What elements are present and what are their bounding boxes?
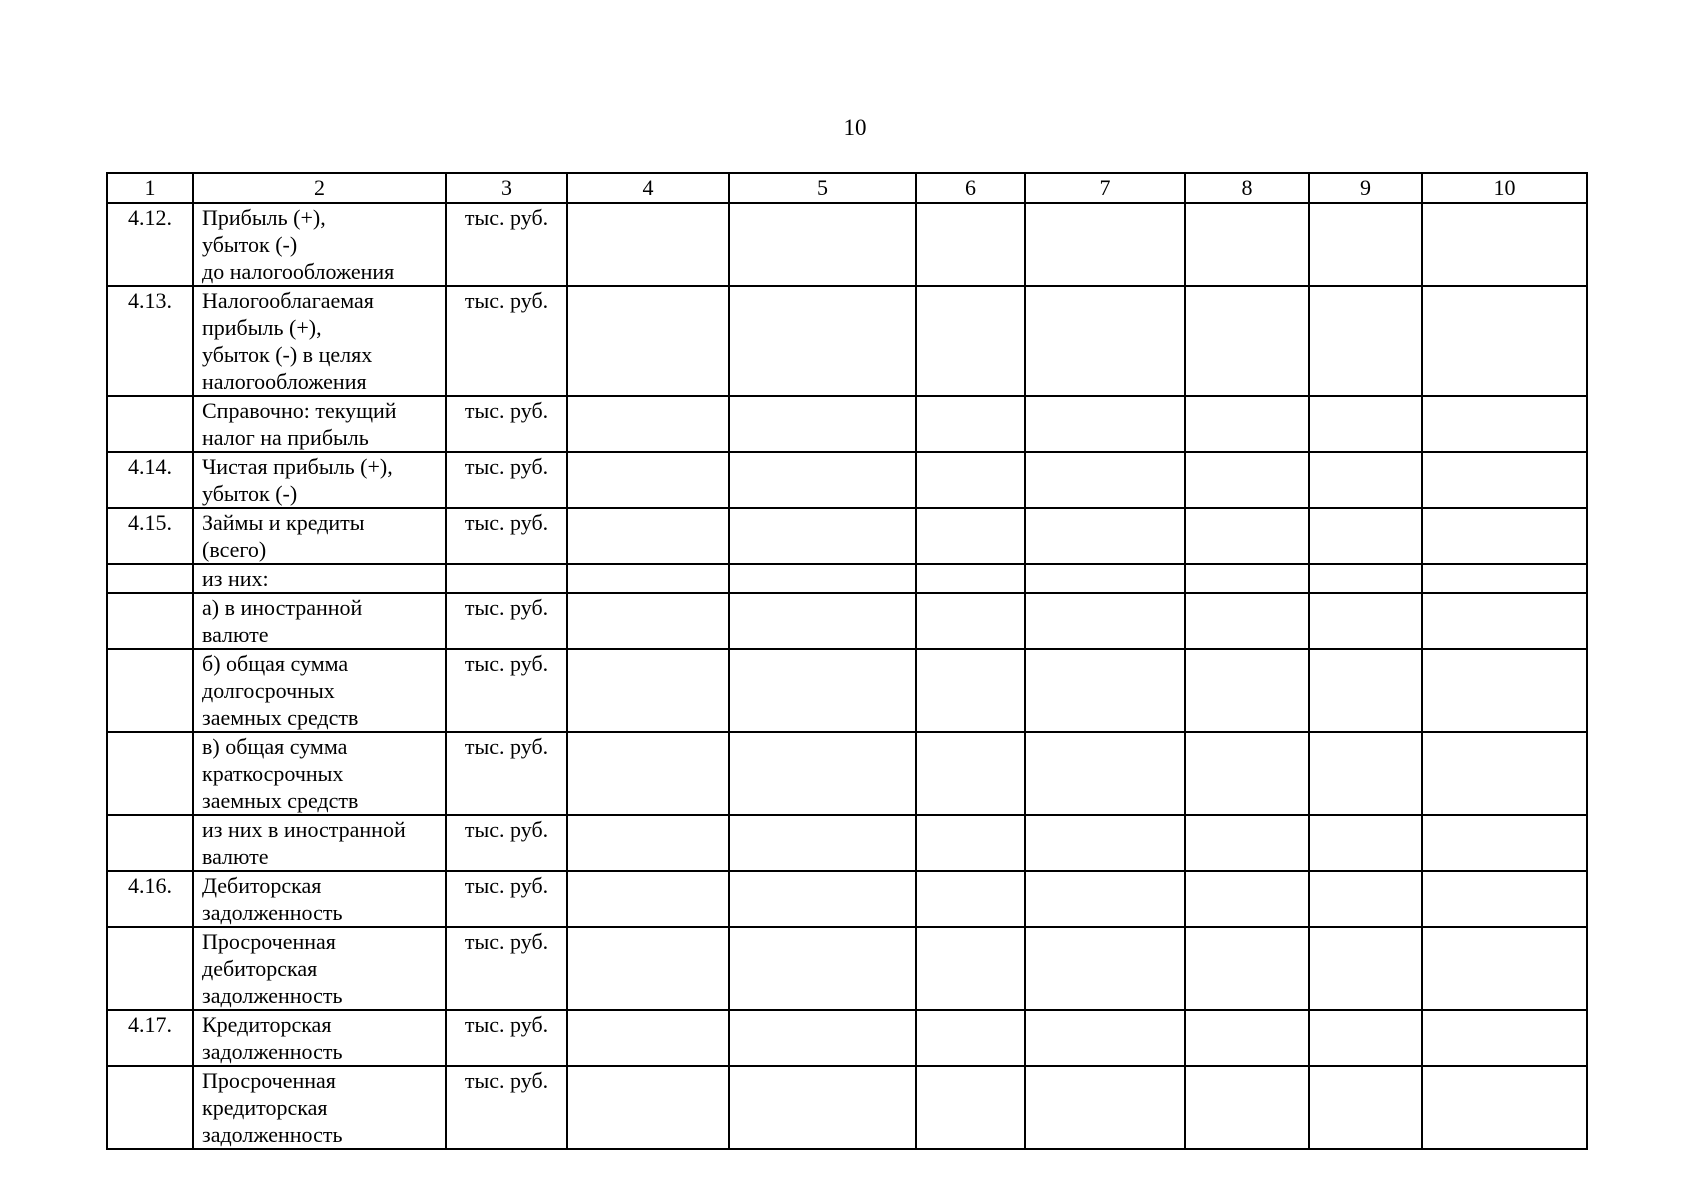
value-cell xyxy=(567,1066,729,1149)
value-cell xyxy=(1025,649,1185,732)
column-header: 7 xyxy=(1025,173,1185,203)
value-cell xyxy=(916,649,1025,732)
value-cell xyxy=(1185,593,1309,649)
value-cell xyxy=(916,452,1025,508)
value-cell xyxy=(1185,649,1309,732)
value-cell xyxy=(1025,564,1185,593)
value-cell xyxy=(729,649,916,732)
indicator-name-line: налогообложения xyxy=(202,369,367,394)
value-cell xyxy=(729,815,916,871)
value-cell xyxy=(1185,815,1309,871)
value-cell xyxy=(729,1066,916,1149)
column-number-row xyxy=(107,173,1587,203)
value-cell xyxy=(1185,508,1309,564)
value-cell xyxy=(1025,593,1185,649)
indicator-name-line: Справочно: текущий xyxy=(202,398,397,423)
indicator-name-line: Дебиторская xyxy=(202,873,322,898)
row-number-cell xyxy=(107,593,193,649)
column-header: 1 xyxy=(107,173,193,203)
table-row xyxy=(107,871,1587,927)
unit-cell xyxy=(446,564,567,593)
indicator-name-line: б) общая сумма xyxy=(202,651,349,676)
value-cell xyxy=(1309,396,1422,452)
indicator-name-line: заемных средств xyxy=(202,788,359,813)
indicator-name-line: убыток (-) xyxy=(202,481,298,506)
indicator-name-line: в) общая сумма xyxy=(202,734,348,759)
value-cell xyxy=(1422,1066,1587,1149)
indicator-name-line: долгосрочных xyxy=(202,678,335,703)
value-cell xyxy=(1185,732,1309,815)
indicator-name-cell xyxy=(193,396,446,452)
value-cell xyxy=(1309,508,1422,564)
value-cell xyxy=(1025,732,1185,815)
table-row xyxy=(107,1010,1587,1066)
value-cell xyxy=(916,396,1025,452)
value-cell xyxy=(567,649,729,732)
indicator-name-line: убыток (-) xyxy=(202,232,298,257)
value-cell xyxy=(1025,396,1185,452)
unit-cell: тыс. руб. xyxy=(446,815,567,871)
value-cell xyxy=(729,871,916,927)
value-cell xyxy=(916,1066,1025,1149)
unit-cell: тыс. руб. xyxy=(446,927,567,1010)
value-cell xyxy=(1025,927,1185,1010)
value-cell xyxy=(1422,815,1587,871)
indicator-name-line: краткосрочных xyxy=(202,761,344,786)
value-cell xyxy=(1422,286,1587,396)
value-cell xyxy=(916,286,1025,396)
value-cell xyxy=(1422,564,1587,593)
indicator-name-cell xyxy=(193,564,446,593)
indicator-name-line: валюте xyxy=(202,622,269,647)
table-row xyxy=(107,927,1587,1010)
indicator-name-line: Налогооблагаемая xyxy=(202,288,374,313)
indicator-name-line: Прибыль (+), xyxy=(202,205,326,230)
indicator-name-line: задолженность xyxy=(202,900,343,925)
value-cell xyxy=(1185,286,1309,396)
table-row xyxy=(107,564,1587,593)
row-number-cell xyxy=(107,564,193,593)
column-header: 9 xyxy=(1309,173,1422,203)
value-cell xyxy=(567,871,729,927)
value-cell xyxy=(1422,649,1587,732)
value-cell xyxy=(1422,396,1587,452)
value-cell xyxy=(1185,396,1309,452)
value-cell xyxy=(567,452,729,508)
value-cell xyxy=(1309,871,1422,927)
value-cell xyxy=(729,1010,916,1066)
value-cell xyxy=(1025,815,1185,871)
value-cell xyxy=(1422,593,1587,649)
indicator-name-line: кредиторская xyxy=(202,1095,328,1120)
value-cell xyxy=(1309,1010,1422,1066)
indicator-name-line: до налогообложения xyxy=(202,259,395,284)
value-cell xyxy=(1185,203,1309,286)
indicator-name-line: задолженность xyxy=(202,1122,343,1147)
column-header: 8 xyxy=(1185,173,1309,203)
value-cell xyxy=(916,508,1025,564)
value-cell xyxy=(1309,593,1422,649)
value-cell xyxy=(567,203,729,286)
value-cell xyxy=(729,732,916,815)
table-row xyxy=(107,286,1587,396)
value-cell xyxy=(916,203,1025,286)
column-header: 4 xyxy=(567,173,729,203)
column-header: 5 xyxy=(729,173,916,203)
indicator-name-cell xyxy=(193,508,446,564)
row-number-cell: 4.15. xyxy=(107,508,193,564)
value-cell xyxy=(1025,452,1185,508)
value-cell xyxy=(1309,815,1422,871)
value-cell xyxy=(1025,286,1185,396)
indicator-name-line: (всего) xyxy=(202,537,267,562)
value-cell xyxy=(729,286,916,396)
value-cell xyxy=(1309,286,1422,396)
unit-cell: тыс. руб. xyxy=(446,871,567,927)
indicator-name-line: а) в иностранной xyxy=(202,595,363,620)
indicator-name-line: дебиторская xyxy=(202,956,318,981)
value-cell xyxy=(567,927,729,1010)
value-cell xyxy=(1422,452,1587,508)
value-cell xyxy=(1422,871,1587,927)
row-number-cell: 4.14. xyxy=(107,452,193,508)
indicator-name-line: убыток (-) в целях xyxy=(202,342,373,367)
value-cell xyxy=(1025,508,1185,564)
value-cell xyxy=(1185,564,1309,593)
indicator-name-cell xyxy=(193,1066,446,1149)
row-number-cell xyxy=(107,927,193,1010)
table-row xyxy=(107,452,1587,508)
row-number-cell xyxy=(107,732,193,815)
value-cell xyxy=(729,593,916,649)
indicator-name-line: задолженность xyxy=(202,983,343,1008)
indicator-name-line: Просроченная xyxy=(202,1068,336,1093)
value-cell xyxy=(1025,1010,1185,1066)
indicator-name-cell xyxy=(193,815,446,871)
value-cell xyxy=(1309,732,1422,815)
row-number-cell: 4.16. xyxy=(107,871,193,927)
table-row xyxy=(107,396,1587,452)
table-row xyxy=(107,203,1587,286)
table-row xyxy=(107,508,1587,564)
value-cell xyxy=(916,927,1025,1010)
indicator-name-cell xyxy=(193,927,446,1010)
indicator-name-cell xyxy=(193,871,446,927)
value-cell xyxy=(1025,1066,1185,1149)
row-number-cell xyxy=(107,396,193,452)
unit-cell: тыс. руб. xyxy=(446,452,567,508)
indicator-name-cell xyxy=(193,452,446,508)
unit-cell: тыс. руб. xyxy=(446,732,567,815)
value-cell xyxy=(567,286,729,396)
value-cell xyxy=(916,1010,1025,1066)
report-table xyxy=(106,172,1588,1150)
unit-cell: тыс. руб. xyxy=(446,593,567,649)
value-cell xyxy=(1309,649,1422,732)
value-cell xyxy=(916,732,1025,815)
page-number: 10 xyxy=(843,115,867,140)
value-cell xyxy=(1422,927,1587,1010)
indicator-name-cell xyxy=(193,649,446,732)
column-header: 10 xyxy=(1422,173,1587,203)
table-row xyxy=(107,1066,1587,1149)
value-cell xyxy=(1422,1010,1587,1066)
unit-cell: тыс. руб. xyxy=(446,649,567,732)
value-cell xyxy=(1185,927,1309,1010)
value-cell xyxy=(916,593,1025,649)
unit-cell: тыс. руб. xyxy=(446,203,567,286)
indicator-name-cell xyxy=(193,593,446,649)
indicator-name-cell xyxy=(193,286,446,396)
indicator-name-line: Просроченная xyxy=(202,929,336,954)
indicator-name-line: Займы и кредиты xyxy=(202,510,365,535)
row-number-cell xyxy=(107,815,193,871)
value-cell xyxy=(567,732,729,815)
value-cell xyxy=(567,564,729,593)
value-cell xyxy=(729,508,916,564)
value-cell xyxy=(1185,452,1309,508)
value-cell xyxy=(1309,564,1422,593)
table-body xyxy=(107,203,1587,1149)
value-cell xyxy=(729,564,916,593)
indicator-name-line: прибыль (+), xyxy=(202,315,322,340)
row-number-cell xyxy=(107,649,193,732)
row-number-cell: 4.13. xyxy=(107,286,193,396)
unit-cell: тыс. руб. xyxy=(446,396,567,452)
table-row xyxy=(107,593,1587,649)
indicator-name-cell xyxy=(193,732,446,815)
value-cell xyxy=(729,452,916,508)
value-cell xyxy=(1185,1066,1309,1149)
unit-cell: тыс. руб. xyxy=(446,508,567,564)
value-cell xyxy=(567,1010,729,1066)
indicator-name-cell xyxy=(193,203,446,286)
indicator-name-line: из них: xyxy=(202,566,269,591)
column-header: 3 xyxy=(446,173,567,203)
value-cell xyxy=(567,815,729,871)
value-cell xyxy=(729,396,916,452)
indicator-name-line: заемных средств xyxy=(202,705,359,730)
indicator-name-line: Кредиторская xyxy=(202,1012,332,1037)
indicator-name-line: задолженность xyxy=(202,1039,343,1064)
indicator-name-line: из них в иностранной xyxy=(202,817,406,842)
value-cell xyxy=(1422,732,1587,815)
value-cell xyxy=(916,564,1025,593)
unit-cell: тыс. руб. xyxy=(446,1010,567,1066)
value-cell xyxy=(1185,1010,1309,1066)
value-cell xyxy=(916,815,1025,871)
row-number-cell xyxy=(107,1066,193,1149)
value-cell xyxy=(1025,871,1185,927)
indicator-name-cell xyxy=(193,1010,446,1066)
value-cell xyxy=(1309,203,1422,286)
value-cell xyxy=(1309,1066,1422,1149)
row-number-cell: 4.17. xyxy=(107,1010,193,1066)
value-cell xyxy=(567,508,729,564)
value-cell xyxy=(1025,203,1185,286)
value-cell xyxy=(567,593,729,649)
value-cell xyxy=(916,871,1025,927)
table-row xyxy=(107,815,1587,871)
value-cell xyxy=(729,203,916,286)
value-cell xyxy=(1422,203,1587,286)
value-cell xyxy=(1422,508,1587,564)
column-header: 6 xyxy=(916,173,1025,203)
table-row xyxy=(107,649,1587,732)
value-cell xyxy=(1309,927,1422,1010)
indicator-name-line: налог на прибыль xyxy=(202,425,369,450)
table-row xyxy=(107,732,1587,815)
row-number-cell: 4.12. xyxy=(107,203,193,286)
indicator-name-line: валюте xyxy=(202,844,269,869)
value-cell xyxy=(1309,452,1422,508)
value-cell xyxy=(1185,871,1309,927)
column-header: 2 xyxy=(193,173,446,203)
indicator-name-line: Чистая прибыль (+), xyxy=(202,454,393,479)
value-cell xyxy=(729,927,916,1010)
value-cell xyxy=(567,396,729,452)
unit-cell: тыс. руб. xyxy=(446,1066,567,1149)
unit-cell: тыс. руб. xyxy=(446,286,567,396)
